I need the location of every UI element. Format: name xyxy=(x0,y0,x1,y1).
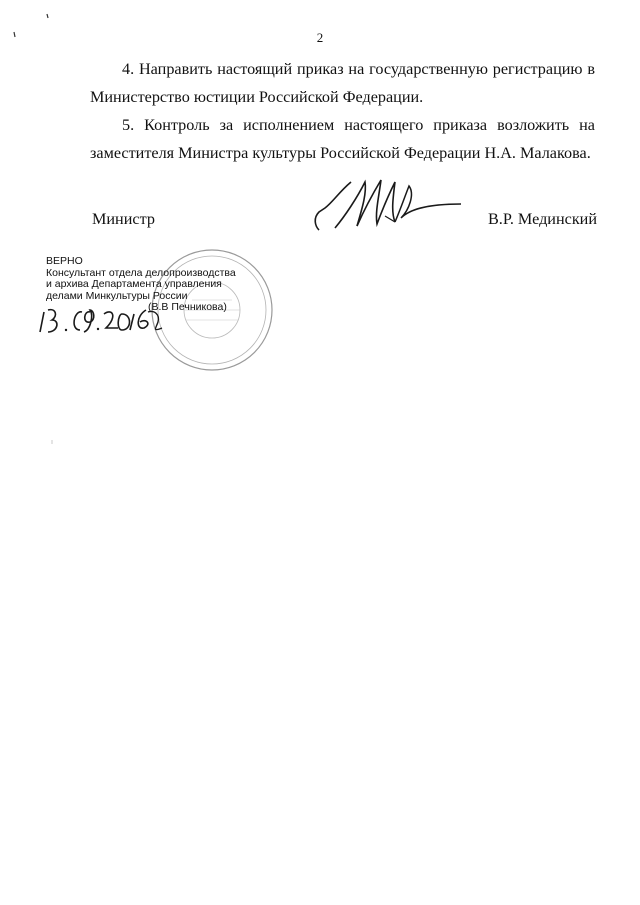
certification-line: делами Минкультуры России xyxy=(46,289,188,302)
handwritten-date xyxy=(36,302,166,336)
paragraph-item-4: 4. Направить настоящий приказ на государственную регистрацию в Министерство юстиции Российской Федерации. xyxy=(90,60,595,106)
minister-signature xyxy=(305,168,465,243)
signatory-name: В.Р. Мединский xyxy=(488,210,598,228)
certification-line: Консультант отдела делопроизводства xyxy=(46,266,236,279)
paragraph-item-5: 5. Контроль за исполнением настоящего приказа возложить на заместителя Министра культуры Российской Федерации Н.А. Малакова. xyxy=(90,116,595,162)
certification-line: и архива Департамента управления xyxy=(46,278,222,290)
signatory-title: Министр xyxy=(92,210,155,228)
page-number: 2 xyxy=(316,30,324,45)
certification-line: (В.В Печникова) xyxy=(148,301,227,313)
certification-line: ВЕРНО xyxy=(46,255,83,267)
